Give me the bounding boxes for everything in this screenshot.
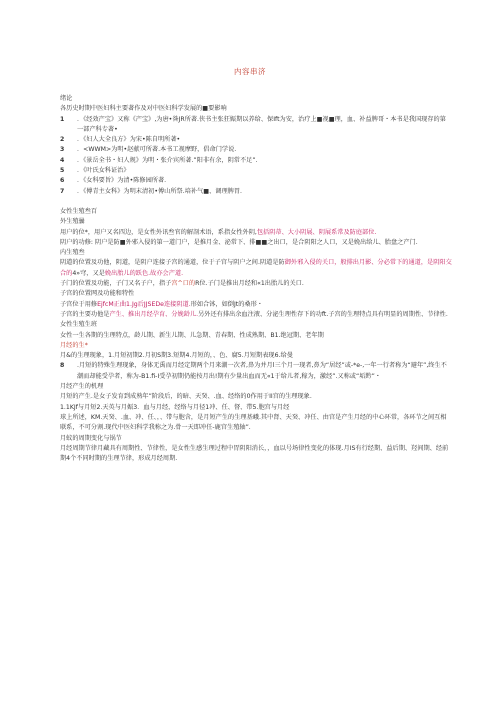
list-item: 4 ．《景岳全书・妇人规》为明・张介宾所著.”阳非有余，阴常不足”. xyxy=(60,156,258,164)
document-body xyxy=(60,94,452,464)
paragraph: 月&的生理现象，1.月短初期2.月初S期3.短期4.月短的，、色、腐5.月短期表现6.给曼 xyxy=(60,352,293,360)
intro-subheading: 各历史时期中医妇科主要著作及对中医妇科学发展的■要影响 xyxy=(60,105,227,113)
subheading-mechanism: 月经产生的机理 xyxy=(60,383,104,391)
subheading-external: 外生殖曇 xyxy=(60,218,85,226)
section-heading-anatomy: 女性生殖叁百 xyxy=(60,207,98,215)
paragraph: 球上所述，KM.天癸、.血、冲、任、，、带与胞含，是月短产生的生理基峨.其中肾、天癸、冲任、由宫是产生月经的中心环常，各环节之间互相联系，不可分割.现代中医妇科学我称之为.骨一天即冲任-鹿宫生殖轴”. xyxy=(60,413,447,432)
paragraph: 子门的位置及功能，子门又名子户，指子宫^口的R位.子门是推出月经和«1出胎儿的关口. xyxy=(60,280,304,288)
list-item: 6 ．《女科要旨》为清•陈修园所著. xyxy=(60,177,167,185)
paragraph: 1.1KJf与月短2.天英与月娠3．血与月经，经络与月径1冲、任、督、带5.胞宫与月经 xyxy=(60,403,290,411)
list-item: 5 ．《叶氏女科证治》 xyxy=(60,167,130,175)
document-title: 内容串济 xyxy=(234,67,266,76)
paragraph: 子宫的位置网及功能和特性 xyxy=(60,290,135,298)
paragraph: 月经周期节律月藏具有周期性、节律性，是女性生感生理过程中胃阴阳消长，，血以号场律性变化的体现.月IS有行经期、益后期、羟间期、经前期4个不同时期的生理节律，形成月经周期. xyxy=(60,444,449,463)
paragraph: 子宫位于用修EjfcM正曲1.Jg后JJSEDe连接阴道.形如合钵，如倒Jt的桑形・ xyxy=(60,300,263,308)
section-heading-physiology: 女性生殖生班 xyxy=(60,321,98,329)
subheading-internal: 内生殖叁 xyxy=(60,249,85,257)
list-item: 7 ．《傅青主女科》为明末清初•傅山所祭.培补气■、调理脾胃. xyxy=(60,187,243,195)
list-item: 3 ．<WWM>为明•赵献可所著.本书工视摩野，倡命门学说. xyxy=(60,146,237,154)
paragraph: 月短的产生.是女子发育到成熟年”阶段后，的暗、天癸、.血、经络的0作用于II宫的生理现象. xyxy=(60,393,312,401)
paragraph: 女性一生各期的生理特点，龄儿期、新生儿期、儿急期、青春期、性成熟期、B1.绝冠期、老年期 xyxy=(60,331,324,339)
subheading-menstruation: 月经的生* xyxy=(60,341,88,349)
paragraph: 阴道的位置及功他，阴道，是阴户连接子宫的通道，位于子宫与阴户之间.阴道是防御外邪入侵的关口，般排出月影、分必常下的通道，是阴阳交合的4»穹，又是娩出胎儿的跃色.故亦会产道. xyxy=(60,259,452,277)
list-item: 8 .月短的特殊生理现象，身体无禹而月经定期两个月来潮一次者,鼻为并月l三个月一现者,鼻为“居经”或-*e-,一年一行者称为“避年”,终生不潮而却能受孕者，称为-B1.fi-I受孕初期仍能按月出!期有少量出血而无«1于给儿者,稼为，激经”.又称或“垢黔”・ xyxy=(60,362,447,380)
section-gap xyxy=(60,197,452,207)
paragraph: 阴户的功修: 阴户是防■外邪入侵的第一道门户，是推月金、泌常下、排■■之出口，是合阴阳之人口，又是娩出给儿、胎盘之产门. xyxy=(60,238,418,246)
list-item: 2 ．《妇人大全良方》为宋•陈自明所著• xyxy=(60,136,181,144)
list-item: 1 ．《经效产宝》又称《产宝》,为唐•昝JR所著.侠书主张狂娠期以养给、保Ift为安，治疗上■视■理，血、补益脾哥・本书是我国现存的第一部产科专著• xyxy=(60,115,446,133)
paragraph: 用户的位*，用户又名四边，是女性外讯叁官的解剖术语，系指女性外阴,包括阴蒂、大小阴展、阴展系常及防庭部位. xyxy=(60,228,377,236)
paragraph: 子宫的主要功他是产生、推出月经孕育、分娩龄儿.另外还有排出余血注液、分泌生理性存下的功ft.子宫的生理特点具有明显的周期性、节律性. xyxy=(60,310,448,318)
subheading-cycle: 月蚊的周期变化与锅节 xyxy=(60,434,122,442)
section-heading-intro: 绪论 xyxy=(60,95,73,102)
